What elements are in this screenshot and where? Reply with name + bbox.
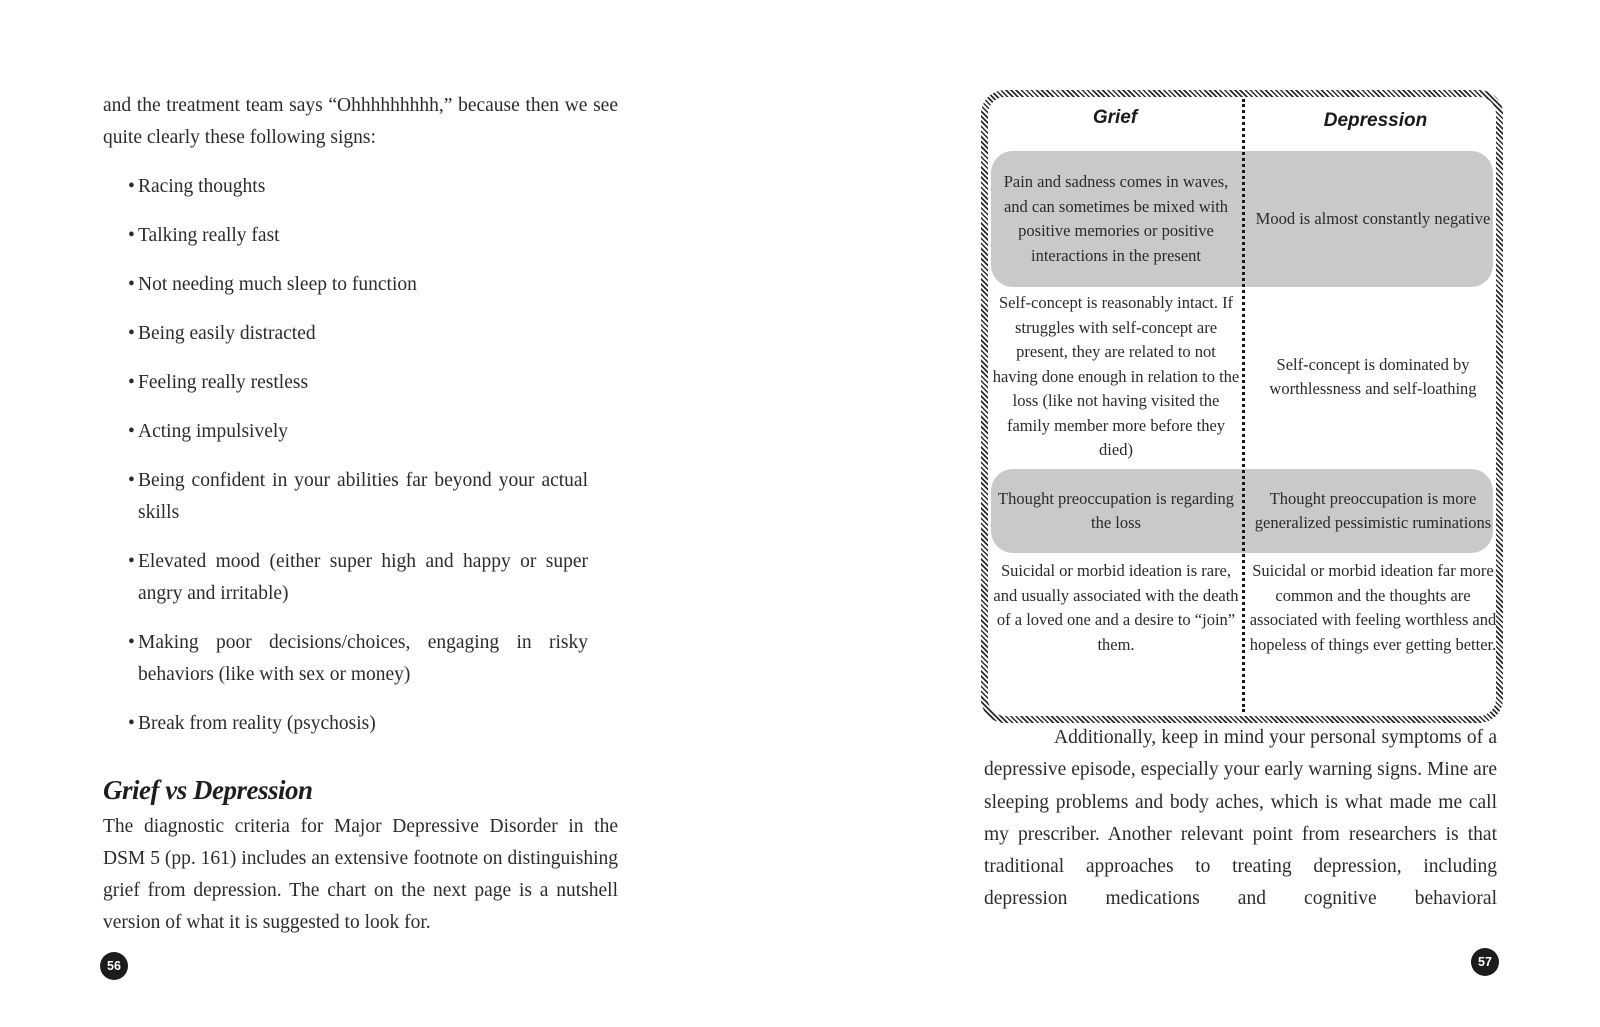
list-item: • Talking really fast bbox=[128, 220, 588, 252]
list-item: • Feeling really restless bbox=[128, 367, 588, 399]
table-cell-depression: Mood is almost constantly negative bbox=[1255, 208, 1491, 228]
bullet-icon: • bbox=[128, 470, 135, 491]
table-cell-depression: Self-concept is dominated by worthlessness and self-loathing bbox=[1269, 354, 1477, 398]
column-header-grief: Grief bbox=[1092, 107, 1138, 128]
column-divider bbox=[1242, 99, 1245, 712]
bullet-icon: • bbox=[128, 421, 135, 442]
column-header-depression: Depression bbox=[1323, 110, 1428, 131]
list-item: • Break from reality (psychosis) bbox=[128, 708, 588, 740]
intro-paragraph: and the treatment team says “Ohhhhhhhhh,” because then we see quite clearly these following signs: bbox=[103, 95, 618, 148]
bullet-icon: • bbox=[128, 551, 135, 572]
list-item: • Being easily distracted bbox=[128, 318, 588, 350]
table-cell-depression: Thought preoccupation is more generalized pessimistic ruminations bbox=[1254, 488, 1492, 532]
table-cell-grief: Self-concept is reasonably intact. If struggles with self-concept are present, they are related to not having done enough in relation to the loss (like not having visited the family member more before they died) bbox=[992, 293, 1240, 460]
list-item: • Elevated mood (either super high and happy or super angry and irritable) bbox=[128, 546, 588, 610]
table-cell-grief: Suicidal or morbid ideation is rare, and usually associated with the death of a loved one and a desire to “join” them. bbox=[993, 561, 1239, 654]
table-cell-grief: Pain and sadness comes in waves, and can sometimes be mixed with positive memories or positive interactions in the present bbox=[1003, 172, 1229, 265]
table-cell-grief: Thought preoccupation is regarding the loss bbox=[998, 488, 1234, 532]
bullet-icon: • bbox=[128, 176, 135, 197]
bullet-icon: • bbox=[128, 372, 135, 393]
list-item: • Acting impulsively bbox=[128, 416, 588, 448]
bullet-icon: • bbox=[128, 713, 135, 734]
page-number-badge: 56 bbox=[100, 952, 128, 980]
bullet-icon: • bbox=[128, 274, 135, 295]
section-body: The diagnostic criteria for Major Depressive Disorder in the DSM 5 (pp. 161) includes an extensive footnote on distinguishing grief from depression. The chart on the next page is a nutshell version of what it is suggested to look for. bbox=[103, 816, 618, 933]
list-item: • Not needing much sleep to function bbox=[128, 269, 588, 301]
page-number-badge: 57 bbox=[1471, 948, 1499, 976]
bullet-icon: • bbox=[128, 323, 135, 344]
signs-list bbox=[128, 171, 588, 757]
list-item: • Racing thoughts bbox=[128, 171, 588, 203]
list-item: • Being confident in your abilities far beyond your actual skills bbox=[128, 465, 588, 529]
grief-vs-depression-table bbox=[981, 90, 1503, 723]
list-item: • Making poor decisions/choices, engaging in risky behaviors (like with sex or money) bbox=[128, 627, 588, 691]
table-body bbox=[988, 97, 1496, 716]
body-paragraph: Additionally, keep in mind your personal symptoms of a depressive episode, especially your early warning signs. Mine are sleeping problems and body aches, which is what made me call my prescriber. Another relevant point from researchers is that traditional approaches to treating depression, including depression medications and cognitive behavioral bbox=[984, 727, 1497, 910]
bullet-icon: • bbox=[128, 632, 135, 653]
table-cell-depression: Suicidal or morbid ideation far more common and the thoughts are associated with feeling worthless and hopeless of things ever getting better. bbox=[1249, 561, 1496, 654]
bullet-icon: • bbox=[128, 225, 135, 246]
section-heading: Grief vs Depression bbox=[103, 775, 313, 805]
right-body-text bbox=[984, 722, 1497, 916]
